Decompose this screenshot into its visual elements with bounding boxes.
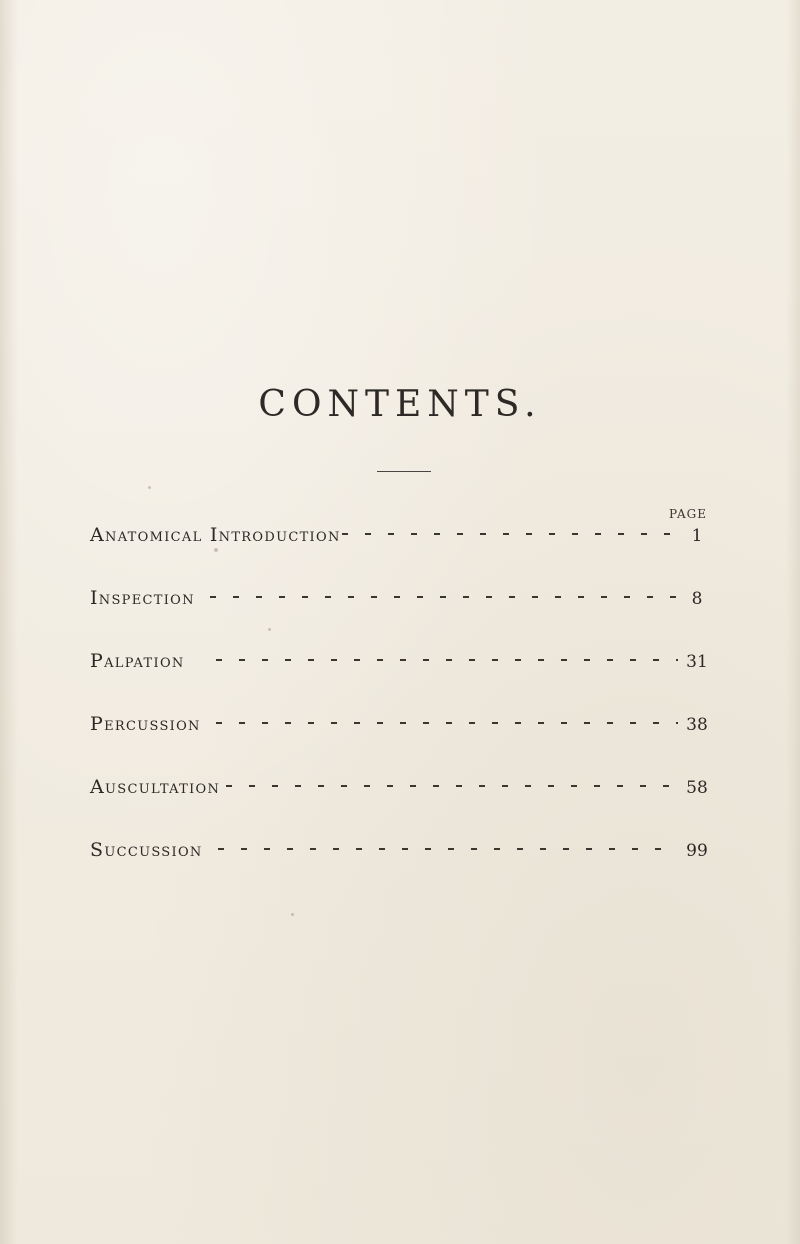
page-title: CONTENTS. [258, 384, 542, 425]
dot-leader [226, 785, 678, 787]
page-shadow-left [0, 0, 18, 1244]
toc-entry-page: 58 [686, 778, 708, 798]
toc-entry-page: 1 [691, 526, 703, 546]
page-shadow-right [786, 0, 800, 1244]
dot-leader [210, 596, 678, 598]
toc-entry[interactable] [90, 776, 710, 802]
paper-speck [268, 628, 271, 631]
dot-leader [342, 533, 678, 535]
toc-entry-title: Anatomical Introduction [90, 524, 341, 546]
dot-leader [216, 722, 678, 724]
paper-speck [148, 486, 151, 489]
toc-entry-page: 38 [686, 715, 708, 735]
dot-leader [216, 659, 678, 661]
toc-entry[interactable] [90, 587, 710, 613]
toc-entry-page: 31 [686, 652, 708, 672]
toc-entry[interactable] [90, 713, 710, 739]
title-rule [377, 471, 431, 472]
toc-entry-title: Percussion [90, 713, 201, 735]
toc-entry-page: 8 [691, 589, 703, 609]
toc-entry[interactable] [90, 524, 710, 550]
page-column-header: PAGE [669, 507, 707, 521]
toc-entry[interactable] [90, 650, 710, 676]
toc-entry[interactable] [90, 839, 710, 865]
dot-leader [218, 848, 678, 850]
toc-entry-title: Auscultation [90, 776, 221, 798]
toc-entry-page: 99 [686, 841, 708, 861]
toc-entry-title: Inspection [90, 587, 195, 609]
toc-entry-title: Succussion [90, 839, 203, 861]
toc-entry-title: Palpation [90, 650, 185, 672]
paper-speck [291, 913, 294, 916]
